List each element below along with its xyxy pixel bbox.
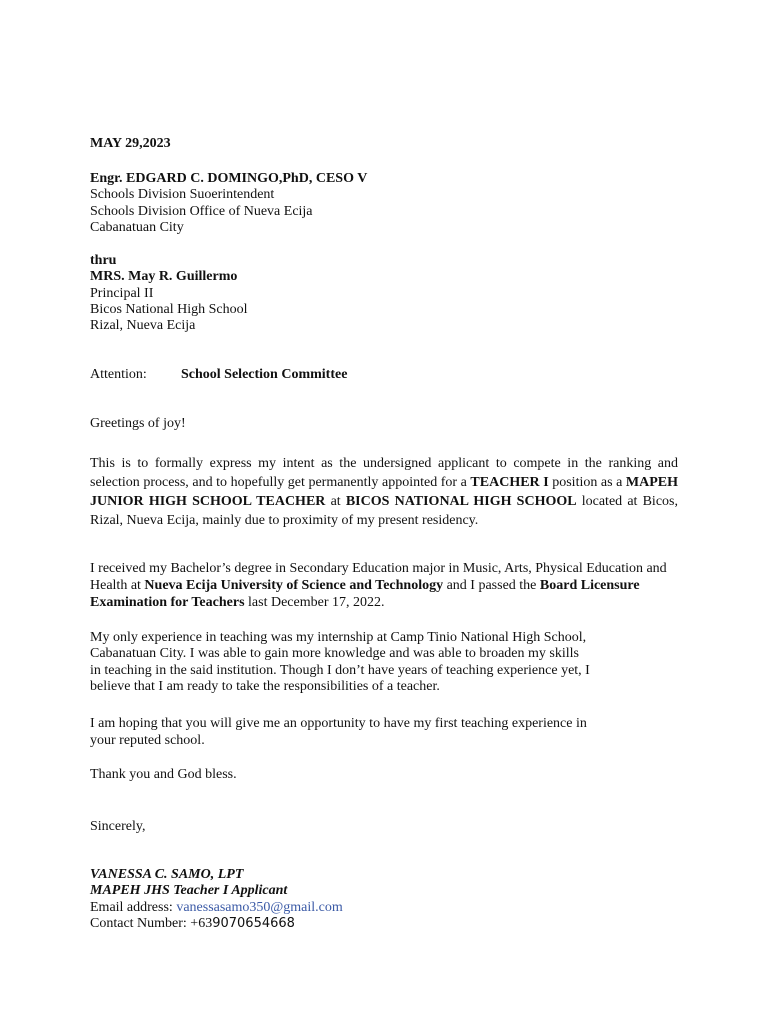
signature-name: VANESSA C. SAMO, LPT <box>90 867 244 882</box>
signature-position: MAPEH JHS Teacher I Applicant <box>90 883 288 899</box>
board-exam: Board Licensure Examination for Teachers <box>90 578 640 610</box>
recipient-title: Schools Division Suoerintendent <box>90 187 275 203</box>
greeting: Greetings of joy! <box>90 416 186 431</box>
thru-title: Principal II <box>90 285 154 301</box>
recipient-name: Engr. EDGARD C. DOMINGO,PhD, CESO V <box>90 171 368 186</box>
attention-label: Attention: <box>90 367 147 382</box>
paragraph-experience: My only experience in teaching was my internship at Camp Tinio National High School, Cabanatuan City. I was able to gain more knowledge and was able to broaden my skills in teaching in the said institution. Though I don’t have years of teaching experience yet, I believe that I am ready to take the responsibilities of a teacher. <box>90 630 590 694</box>
position-teacher-i: TEACHER I <box>470 475 549 490</box>
recipient-office: Schools Division Office of Nueva Ecija <box>90 203 313 219</box>
recipient-block <box>90 171 678 236</box>
paragraph-intent: This is to formally express my intent as the undersigned applicant to compete in the ranking and selection process, and to hopefully get permanently appointed for a TEACHER I position as a MAPEH JUNIOR HIGH SCHOOL TEACHER at BICOS NATIONAL HIGH SCHOOL located at Bicos, Rizal, Nueva Ecija, mainly due to proximity of my present residency. <box>90 456 679 528</box>
closing: Sincerely, <box>90 819 146 834</box>
school-bicos: BICOS NATIONAL HIGH SCHOOL <box>345 494 577 509</box>
thru-school: Bicos National High School <box>90 301 248 317</box>
university-name: Nueva Ecija University of Science and Technology <box>144 578 444 593</box>
attention-value: School Selection Committee <box>181 367 348 382</box>
email-line: Email address: vanessasamo350@gmail.com <box>90 899 343 915</box>
attention-line <box>0 367 768 385</box>
contact-number: 9070654668 <box>212 915 295 931</box>
email-link[interactable]: vanessasamo350@gmail.com <box>176 899 343 915</box>
recipient-city: Cabanatuan City <box>90 219 184 235</box>
signature-block <box>90 867 678 932</box>
thru-name: MRS. May R. Guillermo <box>90 269 238 285</box>
letter-date: MAY 29,2023 <box>90 136 171 151</box>
thanks-line: Thank you and God bless. <box>90 767 237 782</box>
paragraph-education: I received my Bachelor’s degree in Secondary Education major in Music, Arts, Physical Education and Health at Nueva Ecija University of Science and Technology and I passed the Board Licensure Examination for Teachers last December 17, 2022. <box>90 561 667 610</box>
thru-block <box>90 253 678 334</box>
thru-label: thru <box>90 253 117 268</box>
paragraph-hope: I am hoping that you will give me an opportunity to have my first teaching experience in your reputed school. <box>90 716 587 748</box>
contact-line: Contact Number: +639070654668 <box>90 915 295 931</box>
thru-address: Rizal, Nueva Ecija <box>90 318 196 334</box>
position-mapeh: MAPEH JUNIOR HIGH SCHOOL TEACHER <box>90 475 679 509</box>
